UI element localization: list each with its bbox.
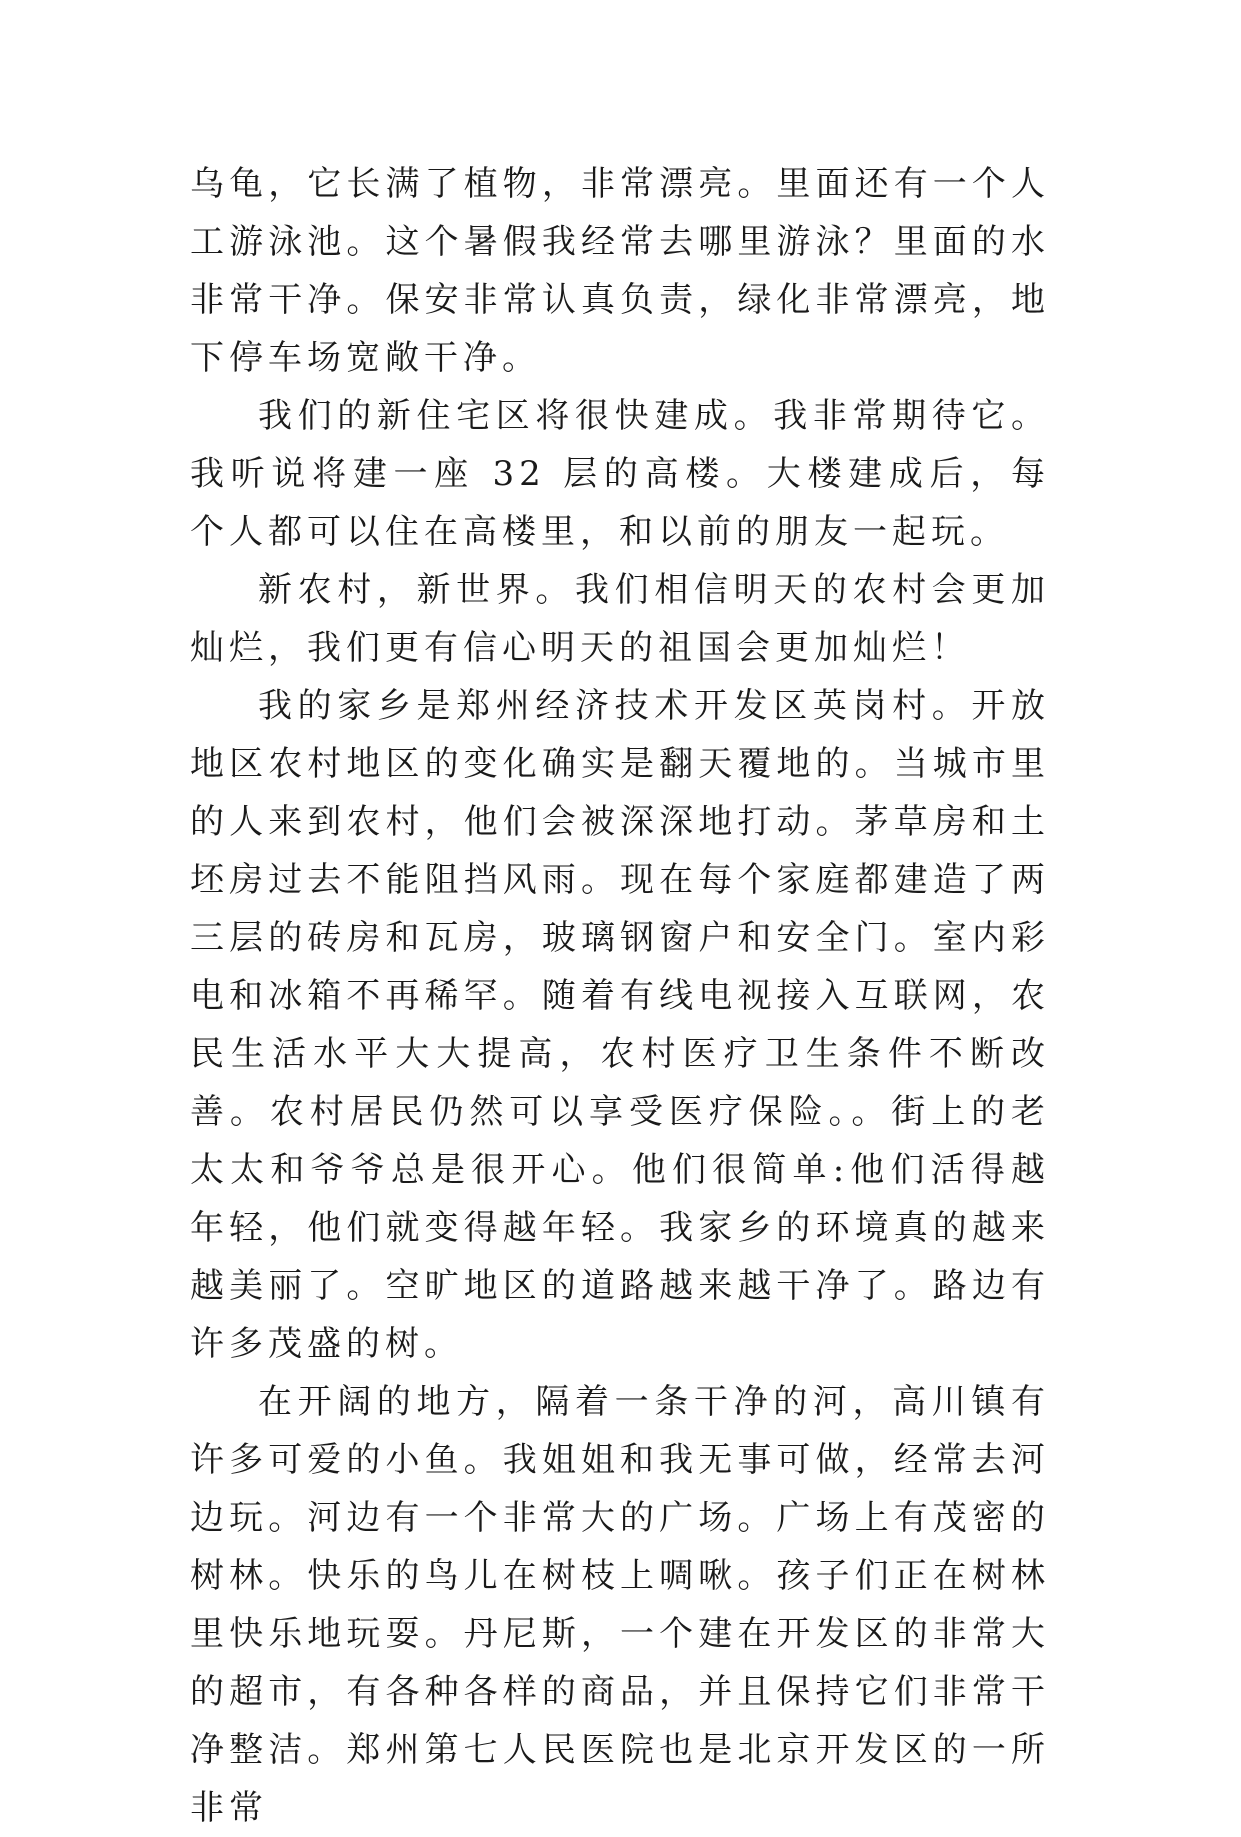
paragraph-3: 新农村，新世界。我们相信明天的农村会更加灿烂，我们更有信心明天的祖国会更加灿烂！ <box>190 570 1050 668</box>
paragraph-4: 我的家乡是郑州经济技术开发区英岗村。开放地区农村地区的变化确实是翻天覆地的。当城市里的人来到农村，他们会被深深地打动。茅草房和土坯房过去不能阻挡风雨。现在每个家庭都建造了两三层的砖房和瓦房，玻璃钢窗户和安全门。室内彩电和冰箱不再稀罕。随着有线电视接入互联网，农民生活水平大大提高，农村医疗卫生条件不断改善。农村居民仍然可以享受医疗保险。。街上的老太太和爷爷总是很开心。他们很简单:他们活得越年轻，他们就变得越年轻。我家乡的环境真的越来越美丽了。空旷地区的道路越来越干净了。路边有许多茂盛的树。 <box>190 686 1050 1364</box>
paragraph-2: 我们的新住宅区将很快建成。我非常期待它。我听说将建一座 32 层的高楼。大楼建成后，每个人都可以住在高楼里，和以前的朋友一起玩。 <box>190 396 1050 552</box>
paragraph-1: 乌龟，它长满了植物，非常漂亮。里面还有一个人工游泳池。这个暑假我经常去哪里游泳？里面的水非常干净。保安非常认真负责，绿化非常漂亮，地下停车场宽敞干净。 <box>190 164 1050 378</box>
document-body <box>190 155 1050 1837</box>
paragraph-5: 在开阔的地方，隔着一条干净的河，高川镇有许多可爱的小鱼。我姐姐和我无事可做，经常去河边玩。河边有一个非常大的广场。广场上有茂密的树林。快乐的鸟儿在树枝上啁啾。孩子们正在树林里快乐地玩耍。丹尼斯，一个建在开发区的非常大的超市，有各种各样的商品，并且保持它们非常干净整洁。郑州第七人民医院也是北京开发区的一所非常 <box>190 1382 1050 1828</box>
